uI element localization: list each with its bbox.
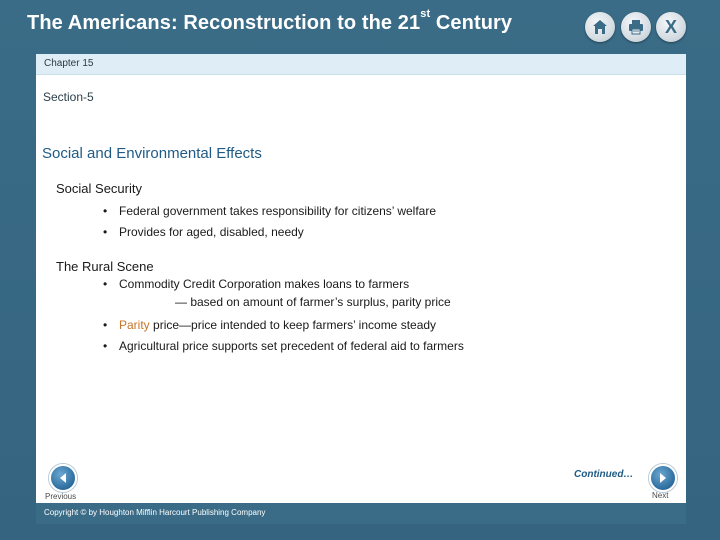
list-item: • Commodity Credit Corporation makes loans to farmers (103, 277, 410, 291)
continued-label: Continued… (574, 469, 634, 480)
section-label: Section-5 (43, 90, 94, 104)
next-button[interactable] (649, 464, 677, 492)
topic-title-rural-scene: The Rural Scene (56, 259, 154, 274)
content-panel (36, 54, 686, 524)
previous-label[interactable]: Previous (45, 492, 77, 501)
print-button[interactable] (621, 12, 651, 42)
previous-button[interactable] (49, 464, 77, 492)
list-item: • Federal government takes responsibility for citizens’ welfare (103, 204, 437, 218)
list-item-continuation: — based on amount of farmer’s surplus, parity price (175, 295, 451, 309)
close-icon: X (664, 16, 677, 37)
arrow-right-icon (657, 472, 669, 484)
home-icon (591, 18, 609, 36)
arrow-left-icon (57, 472, 69, 484)
topic-title-social-security: Social Security (56, 181, 142, 196)
slide-heading: Social and Environmental Effects (42, 145, 262, 162)
copyright-text: Copyright © by Houghton Mifflin Harcourt Publishing Company (44, 508, 266, 517)
home-button[interactable] (585, 12, 615, 42)
footer-bar (36, 503, 686, 524)
close-button[interactable] (656, 12, 686, 42)
chapter-bar (36, 54, 686, 75)
list-item: • Provides for aged, disabled, needy (103, 225, 304, 239)
chapter-label: Chapter 15 (44, 58, 94, 69)
next-label[interactable]: Next (652, 491, 669, 500)
print-icon (627, 18, 645, 36)
parity-term: Parity (119, 318, 150, 332)
list-item: • Agricultural price supports set precedent of federal aid to farmers (103, 339, 464, 353)
list-item: • Parity price—price intended to keep farmers’ income steady (103, 318, 437, 332)
page-title: The Americans: Reconstruction to the 21st Century (27, 8, 513, 34)
